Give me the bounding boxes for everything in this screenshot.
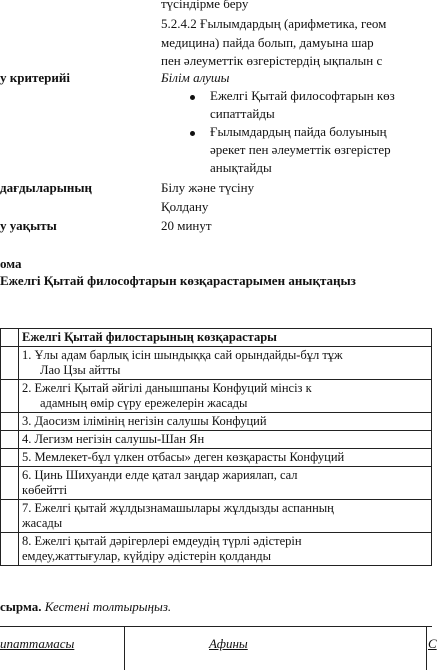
table-cell[interactable]: [1, 431, 19, 449]
statement-line: адамның өмір сүру ережелерін жасады: [40, 396, 248, 410]
comparison-col-athens: Афины: [209, 636, 248, 651]
table-cell[interactable]: [1, 533, 19, 566]
statement-line: 3. Даосизм ілімінің негізін салушы Конфуций: [22, 414, 267, 428]
table-row[interactable]: [1, 500, 432, 533]
criterion-2-line-2: әрекет пен әлеуметтік өзгерістер: [210, 142, 391, 157]
theme-label: ома: [0, 256, 22, 271]
table-cell[interactable]: [1, 449, 19, 467]
table-row[interactable]: [1, 533, 432, 566]
statement-cell: [19, 467, 432, 500]
skills-label: дағдыларының: [0, 180, 93, 195]
comparison-col-characteristic: ипаттамасы: [0, 636, 75, 651]
bullet-icon: [190, 131, 195, 136]
table-row[interactable]: [1, 467, 432, 500]
table-cell[interactable]: [1, 347, 19, 380]
table-row[interactable]: [1, 413, 432, 431]
criterion-1-line-1: Ежелгі Қытай философтарын көз: [210, 88, 395, 103]
statement-line: 2. Ежелгі Қытай әйгілі данышпаны Конфуций мінсіз к: [22, 381, 312, 395]
statement-cell: [19, 380, 432, 413]
objective-line-2: медицина) пайда болып, дамуына шар: [161, 35, 374, 50]
task-text: Кестені толтырыңыз.: [44, 599, 172, 614]
statement-line: Лао Цзы айтты: [40, 363, 121, 377]
statement-cell: [19, 413, 432, 431]
table-row[interactable]: [1, 380, 432, 413]
statement-line: жасады: [22, 516, 63, 530]
statement-cell: [19, 500, 432, 533]
comparison-col-third: С: [428, 636, 437, 651]
criterion-1-line-2: сипаттайды: [210, 106, 275, 121]
table-cell[interactable]: [1, 413, 19, 431]
divider: [124, 626, 125, 670]
statement-line: емдеу,жаттығулар, күйдіру әдістерін қолданды: [22, 549, 272, 563]
statements-table: [0, 328, 432, 566]
bullet-icon: [190, 95, 195, 100]
skills-value-2: Қолдану: [161, 199, 209, 214]
statement-cell: [19, 533, 432, 566]
table-cell[interactable]: [1, 467, 19, 500]
task-instruction: [0, 599, 171, 615]
table-row[interactable]: [1, 431, 432, 449]
criteria-type: Білім алушы: [161, 70, 230, 85]
statement-line: 8. Ежелгі қытай дәрігерлері емдеудің түрлі әдістерін: [22, 534, 302, 548]
objective-line-1: 5.2.4.2 Ғылымдардың (арифметика, геом: [161, 16, 387, 31]
table-header-row: [1, 329, 432, 347]
skills-value-1: Білу және түсіну: [161, 180, 255, 195]
statement-line: 1. Ұлы адам барлық ісін шындыққа сай орындайды-бұл тұж: [22, 348, 343, 362]
criteria-label: у критерийі: [0, 70, 70, 85]
statement-cell: [19, 347, 432, 380]
statement-line: 4. Легизм негізін салушы-Шан Ян: [22, 432, 205, 446]
statement-line: 7. Ежелгі қытай жұлдызнамашылары жұлдызды аспанның: [22, 501, 334, 515]
divider: [426, 626, 427, 670]
time-label: у уақыты: [0, 218, 57, 233]
statement-line: көбейтті: [22, 483, 68, 497]
criterion-2-line-3: анықтайды: [210, 160, 272, 175]
statement-line: 6. Цинь Шихуанди елде қатал заңдар жариялап, сал: [22, 468, 298, 482]
table-cell[interactable]: [1, 380, 19, 413]
task-label: сырма.: [0, 599, 42, 614]
explanation-text: түсіндірме беру: [161, 0, 249, 11]
table-cell[interactable]: [1, 500, 19, 533]
table-header: Ежелгі Қытай филостарының көзқарастары: [19, 329, 432, 347]
objective-line-3: пен әлеуметтік өзгерістердің ықпалын с: [161, 53, 383, 68]
theme-title: Ежелгі Қытай философтарын көзқарастарымен анықтаңыз: [0, 273, 356, 288]
criterion-2-line-1: Ғылымдардың пайда болуының: [210, 124, 387, 139]
statement-cell: [19, 449, 432, 467]
statement-line: 5. Мемлекет-бұл үлкен отбасы» деген көзқарасты Конфуций: [22, 450, 345, 464]
table-row[interactable]: [1, 449, 432, 467]
table-cell: [1, 329, 19, 347]
time-value: 20 минут: [161, 218, 212, 233]
statement-cell: [19, 431, 432, 449]
table-row[interactable]: [1, 347, 432, 380]
divider: [0, 626, 432, 627]
